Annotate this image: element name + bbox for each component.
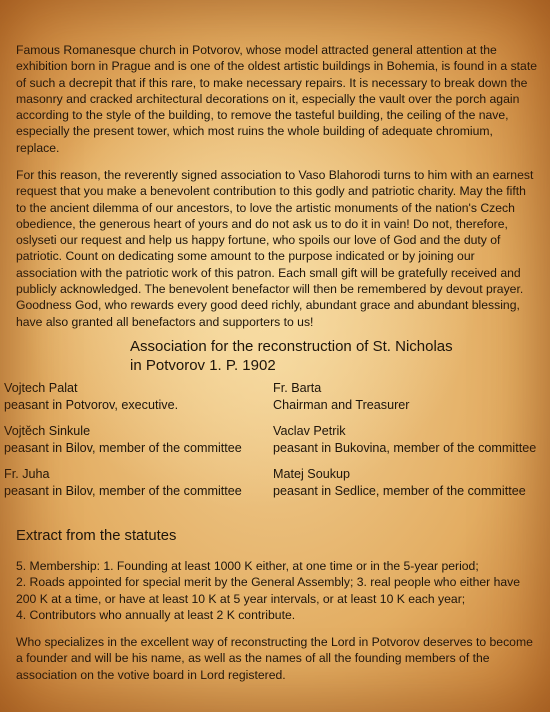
statute-item: 2. Roads appointed for special merit by the General Assembly; 3. real people who either have 200 K at a time, or have at least 10 K at 5 year intervals, or at least 10 K each year; (16, 575, 521, 606)
association-place-date: in Potvorov 1. P. 1902 (130, 357, 276, 374)
association-name: Association for the reconstruction of St. Nicholas (130, 338, 453, 355)
statute-item: 4. Contributors who annually at least 2 K contribute. (16, 607, 296, 622)
signatory-name: Fr. Juha (4, 467, 50, 481)
signatory-role: peasant in Bilov, member of the committee (4, 484, 242, 498)
signatory-role: peasant in Sedlice, member of the committee (273, 484, 526, 498)
statutes-heading: Extract from the statutes (16, 528, 177, 544)
signatory (4, 466, 242, 500)
intro-paragraph: Famous Romanesque church in Potvorov, whose model attracted general attention at the exhibition born in Prague and is one of the oldest artistic buildings in Bohemia, is found in a state of such a decrepit that if this rare, to make necessary repairs. It is necessary to break down the masonry and cracked architectural decorations on it, especially the vault over the porch again according to the style of the building, to remove the tasteful building, the ceiling of the nave, especially the present tower, which most ruins the whole building of adequate chromium, replace. (16, 43, 537, 155)
statutes-list (16, 558, 538, 623)
signatory-role: peasant in Bukovina, member of the committee (273, 441, 537, 455)
closing-paragraph: Who specializes in the excellent way of reconstructing the Lord in Potvorov deserves to become a founder and will be his name, as well as the names of all the founding members of the association on the votive board in Lord registered. (16, 635, 533, 682)
signatory-name: Vojtech Palat (4, 381, 78, 395)
signatory-name: Vojtěch Sinkule (4, 424, 91, 438)
statute-item: 5. Membership: 1. Founding at least 1000 K either, at one time or in the 5-year period; (16, 559, 479, 573)
signatory-name: Vaclav Petrik (273, 424, 346, 438)
signatory (273, 380, 410, 414)
signatory-name: Matej Soukup (273, 467, 351, 481)
signatory (273, 466, 526, 500)
signatory-role: Chairman and Treasurer (273, 398, 410, 412)
signatory-name: Fr. Barta (273, 381, 322, 395)
signatory (4, 423, 242, 457)
association-title (130, 337, 453, 375)
signatory-role: peasant in Bilov, member of the committee (4, 441, 242, 455)
request-paragraph: For this reason, the reverently signed association to Vaso Blahorodi turns to him with an earnest request that you make a benevolent contribution to this godly and patriotic charity. May the fifth to the ancient dilemma of our ancestors, to love the artistic monuments of the nation's Czech obedience, the generous heart of yours and do not ask us to do it in vain! Do not, therefore, oslyseti our request and help us happy fortune, who spoils our love of God and the duty of patriotic. Count on dedicating some amount to the purpose indicated or by joining our association with the patriotic work of this patron. Each small gift will be gratefully received and publicly acknowledged. The benevolent benefactor will then be remembered by devout prayer. Goodness God, who rewards every good deed richly, abundant grace and abundant blessing, have also granted all benefactors and supporters to us! (16, 168, 534, 329)
signatory-role: peasant in Potvorov, executive. (4, 398, 179, 412)
signatory (273, 423, 536, 457)
signatory (4, 380, 178, 414)
